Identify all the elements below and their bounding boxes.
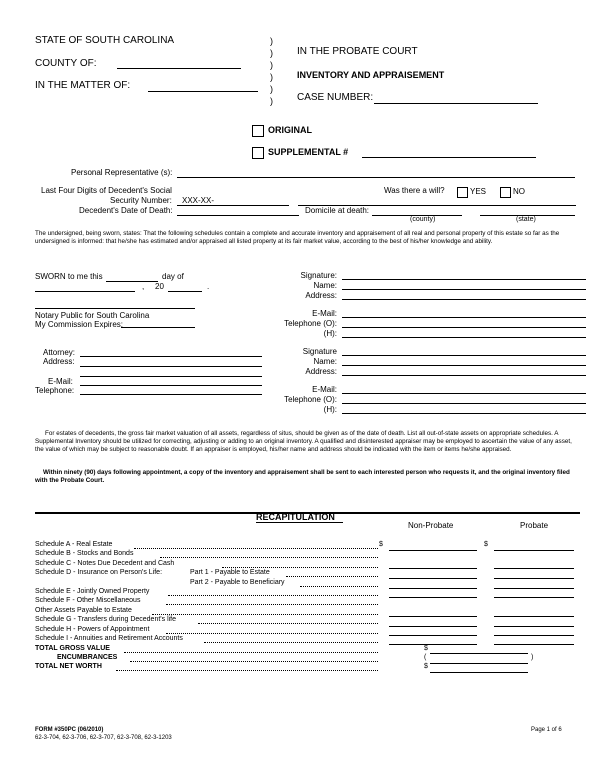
leader-dots [222, 567, 378, 568]
domicile-label: Domicile at death: [305, 206, 370, 215]
probate-field-e[interactable] [494, 597, 574, 598]
paren: ) [270, 96, 273, 106]
day-of-label: day of [162, 272, 184, 281]
leader-dots [160, 557, 378, 558]
sworn-statement: The undersigned, being sworn, states: That the following schedules contain a complete and accurate inventory and appraisement of all real and personal property of this estate so far as the undersigned is informed: that he/she has estimated and/or appraised all listed property at its fair market value, according to the best of his/her knowledge and ability. [35, 230, 560, 245]
nonprobate-field-g[interactable] [389, 626, 477, 627]
total-net-field[interactable] [430, 672, 528, 673]
row-label-other: Other Assets Payable to Estate [35, 607, 132, 614]
leader-dots [204, 642, 378, 643]
ssn-label-2: Security Number: [110, 196, 172, 205]
form-number: FORM #350PC (06/2010) [35, 727, 104, 733]
row-label-i: Schedule I - Annuities and Retirement Accounts [35, 635, 183, 642]
row-label-d-part2: Part 2 - Payable to Beneficiary [190, 579, 285, 586]
original-label: ORIGINAL [268, 125, 312, 135]
probate-field-c[interactable] [494, 568, 574, 569]
attorney-address-label: Address: [43, 357, 75, 366]
supplemental-checkbox[interactable] [252, 147, 264, 159]
notary-signature-line[interactable] [35, 308, 195, 309]
row-label-d-part1: Part 1 - Payable to Estate [190, 569, 270, 576]
signer1-phone-o-label: Telephone (O): [284, 319, 337, 328]
probate-field-h[interactable] [494, 635, 574, 636]
nonprobate-field-f[interactable] [389, 616, 477, 617]
attorney-telephone-field[interactable] [80, 394, 262, 395]
county-label: COUNTY OF: [35, 58, 97, 69]
row-label-c: Schedule C - Notes Due Decedent and Cash [35, 560, 175, 567]
attorney-field[interactable] [80, 356, 262, 357]
county-caption: (county) [410, 216, 436, 223]
will-yes-label: YES [470, 187, 487, 196]
recap-title: RECAPITULATION [256, 512, 335, 522]
signer1-phone-o-field[interactable] [342, 327, 586, 328]
commission-label: My Commission Expires: [35, 320, 124, 329]
leader-dots [152, 614, 378, 615]
leader-dots [300, 586, 378, 587]
matter-field[interactable] [148, 91, 258, 92]
leader-dots [166, 604, 378, 605]
encumbrances-field[interactable] [430, 663, 528, 664]
notary-label: Notary Public for South Carolina [35, 311, 150, 320]
signer2-phone-o-field[interactable] [342, 403, 586, 404]
instructions-text: For estates of decedents, the gross fair market valuation of all assets, regardless of situs, should be given as of the date of death. List all out-of-state assets on appropriate schedules. A Supplemental Inventory should be utilized for correcting, adjusting or adding to an original inventory. A qualified and disinterested appraiser may be employed to ascertain the value of any asset, the value of which may be subject to reasonable doubt. If an appraiser is employed, his/her name and address should be indicated with the item or items he/she appraised. [35, 430, 572, 453]
will-label: Was there a will? [384, 186, 445, 195]
matter-label: IN THE MATTER OF: [35, 80, 131, 91]
original-checkbox[interactable] [252, 125, 264, 137]
leader-dots [168, 595, 378, 596]
period: . [207, 282, 210, 291]
probate-field-f[interactable] [494, 616, 574, 617]
dollar-sign: $ [424, 645, 428, 652]
paren: ) [270, 72, 273, 82]
signer1-phone-h-field[interactable] [342, 337, 586, 338]
close-paren: ) [531, 654, 534, 661]
rep-label: Personal Representative (s): [71, 168, 173, 177]
signer2-phone-h-field[interactable] [342, 413, 586, 414]
sworn-day-field[interactable] [106, 281, 158, 282]
attorney-address-field-2[interactable] [80, 376, 262, 377]
col-probate-header: Probate [520, 521, 549, 530]
probate-field-i[interactable] [494, 644, 574, 645]
signer1-phone-h-label: (H): [323, 329, 337, 338]
leader-dots [166, 633, 378, 634]
attorney-email-label: E-Mail: [48, 377, 73, 386]
open-paren: ( [424, 654, 427, 661]
row-label-d: Schedule D - Insurance on Person's Life: [35, 569, 163, 576]
attorney-address-field-1[interactable] [80, 366, 262, 367]
nonprobate-field-d2[interactable] [389, 588, 477, 589]
sworn-month-field[interactable] [35, 291, 135, 292]
nonprobate-field-c[interactable] [389, 568, 477, 569]
statute-codes: 62-3-704, 62-3-706, 62-3-707, 62-3-708, 62-3-1203 [35, 735, 172, 741]
signer2-address-label: Address: [305, 367, 337, 376]
comma: , [142, 282, 145, 291]
row-label-a: Schedule A - Real Estate [35, 541, 113, 548]
probate-field-g[interactable] [494, 626, 574, 627]
state-label: STATE OF SOUTH CAROLINA [35, 35, 175, 46]
row-label-h: Schedule H - Powers of Appointment [35, 626, 150, 633]
attorney-label: Attorney: [43, 348, 76, 357]
total-gross-label: TOTAL GROSS VALUE [35, 645, 110, 652]
nonprobate-field-d1[interactable] [389, 578, 477, 579]
paren: ) [270, 36, 273, 46]
paren: ) [270, 84, 273, 94]
leader-dots [134, 548, 378, 549]
signer2-name-field[interactable] [342, 365, 586, 366]
signer1-address-label: Address: [305, 291, 337, 300]
case-number-label: CASE NUMBER: [297, 92, 374, 103]
signer2-signature-label: Signature [302, 347, 337, 356]
county-field[interactable] [117, 68, 241, 69]
attorney-email-field[interactable] [80, 385, 262, 386]
will-no-label: NO [513, 187, 525, 196]
signer2-phone-h-label: (H): [323, 405, 337, 414]
signer1-email-label: E-Mail: [312, 309, 337, 318]
recap-title-underline [256, 522, 343, 523]
row-label-f: Schedule F - Other Miscellaneous [35, 597, 141, 604]
signer2-email-label: E-Mail: [312, 385, 337, 394]
row-label-g: Schedule G - Transfers during Decedent's life [35, 616, 177, 623]
page-number: Page 1 of 6 [531, 727, 562, 733]
dollar-sign: $ [424, 663, 428, 670]
court-label: IN THE PROBATE COURT [297, 46, 418, 57]
signer1-email-field[interactable] [342, 317, 586, 318]
will-no-checkbox[interactable] [500, 187, 511, 198]
dollar-sign: $ [484, 541, 488, 548]
leader-dots [198, 623, 378, 624]
dod-field[interactable] [177, 215, 299, 216]
sworn-year-field[interactable] [168, 291, 202, 292]
probate-field-a[interactable] [494, 550, 574, 551]
form-title: INVENTORY AND APPRAISEMENT [297, 70, 445, 80]
attorney-telephone-label: Telephone: [35, 386, 75, 395]
signer1-signature-label: Signature: [300, 271, 337, 280]
signer2-phone-o-label: Telephone (O): [284, 395, 337, 404]
will-yes-checkbox[interactable] [457, 187, 468, 198]
year-prefix: 20 [155, 282, 164, 291]
ssn-label-1: Last Four Digits of Decedent's Social [41, 186, 172, 195]
nonprobate-field-h[interactable] [389, 635, 477, 636]
leader-dots [124, 652, 378, 653]
col-nonprobate-header: Non-Probate [408, 521, 454, 530]
signer1-name-field[interactable] [342, 289, 586, 290]
nonprobate-field-a[interactable] [389, 550, 477, 551]
case-number-field[interactable] [374, 103, 538, 104]
leader-dots [286, 576, 378, 577]
state-caption: (state) [516, 216, 536, 223]
paren: ) [270, 60, 273, 70]
leader-dots [116, 670, 378, 671]
signer2-signature-field[interactable] [342, 355, 586, 356]
row-label-e: Schedule E - Jointly Owned Property [35, 588, 150, 595]
signer1-address-field[interactable] [342, 299, 586, 300]
ssn-value: XXX-XX- [182, 196, 215, 205]
leader-dots [130, 661, 378, 662]
signer1-name-label: Name: [313, 281, 337, 290]
nonprobate-field-i[interactable] [389, 644, 477, 645]
supplemental-number-field[interactable] [362, 157, 536, 158]
commission-field[interactable] [121, 327, 195, 328]
notice-text: Within ninety (90) days following appointment, a copy of the inventory and appraisement shall be sent to each interested person who requests it, and the original inventory filed with the Probate Court. [35, 469, 570, 484]
supplemental-label: SUPPLEMENTAL # [268, 147, 349, 157]
total-net-label: TOTAL NET WORTH [35, 663, 102, 670]
ssn-field[interactable] [177, 205, 289, 206]
probate-field-d1[interactable] [494, 578, 574, 579]
dollar-sign: $ [379, 541, 383, 548]
paren: ) [270, 48, 273, 58]
probate-field-d2[interactable] [494, 588, 574, 589]
sworn-label: SWORN to me this [35, 272, 103, 281]
total-gross-field[interactable] [430, 653, 528, 654]
encumbrances-label: ENCUMBRANCES [57, 654, 118, 661]
signer2-email-field[interactable] [342, 393, 586, 394]
signer2-address-field[interactable] [342, 375, 586, 376]
row-label-b: Schedule B - Stocks and Bonds [35, 550, 134, 557]
dod-label: Decedent's Date of Death: [79, 206, 173, 215]
nonprobate-field-e[interactable] [389, 597, 477, 598]
rep-field[interactable] [177, 177, 575, 178]
signer2-name-label: Name: [313, 357, 337, 366]
signer1-signature-field[interactable] [342, 279, 586, 280]
